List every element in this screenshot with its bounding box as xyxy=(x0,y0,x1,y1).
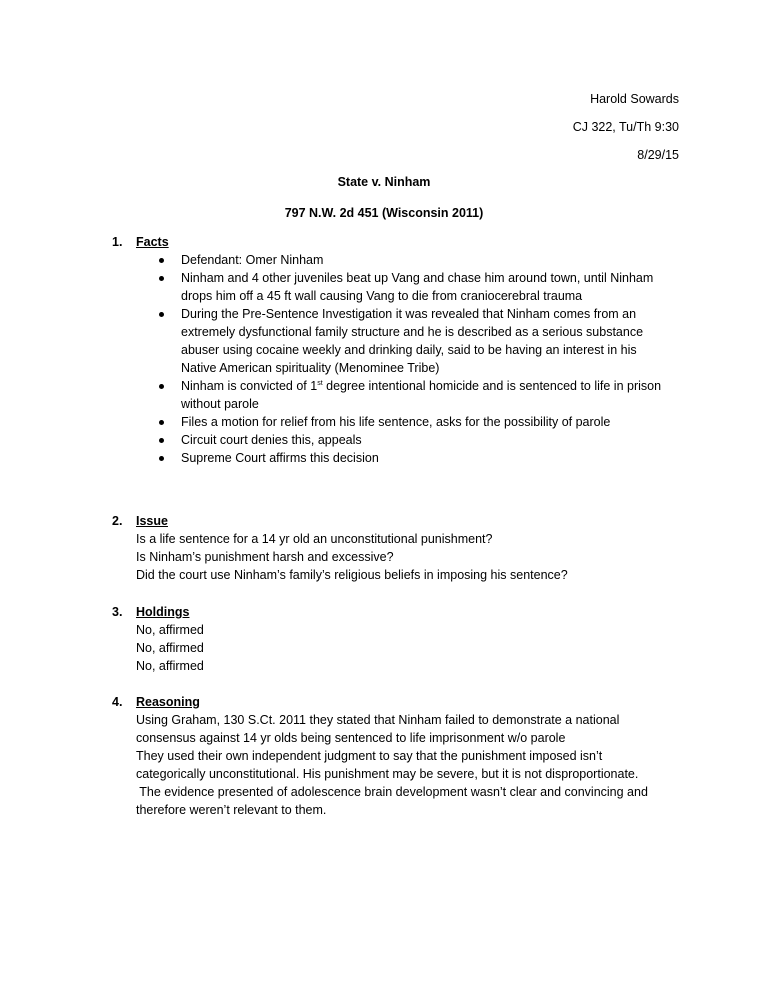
bullet-icon xyxy=(159,384,164,389)
section-title-reasoning: Reasoning xyxy=(136,695,200,709)
facts-bullet-list xyxy=(156,251,684,467)
reasoning-line: categorically unconstitutional. His punishment may be severe, but it is not disproportionate. xyxy=(136,767,639,781)
fact-line xyxy=(181,377,684,395)
fact-text: Ninham is convicted of 1 xyxy=(181,379,318,393)
section-number: 2. xyxy=(112,514,123,528)
fact-line: without parole xyxy=(181,397,259,411)
issue-line: Is Ninham’s punishment harsh and excessive? xyxy=(136,550,394,564)
fact-item xyxy=(156,413,684,431)
fact-line: Files a motion for relief from his life sentence, asks for the possibility of parole xyxy=(181,415,611,429)
case-title: State v. Ninham xyxy=(337,175,431,189)
ordinal-superscript: st xyxy=(317,379,323,387)
holding-line: No, affirmed xyxy=(136,623,204,637)
bullet-icon xyxy=(159,312,164,317)
fact-line: Supreme Court affirms this decision xyxy=(181,451,379,465)
holding-line: No, affirmed xyxy=(136,641,204,655)
fact-item xyxy=(156,251,684,269)
fact-line: Circuit court denies this, appeals xyxy=(181,433,362,447)
fact-item xyxy=(156,449,684,467)
reasoning-line: consensus against 14 yr olds being sentenced to life imprisonment w/o parole xyxy=(136,731,566,745)
holdings-body xyxy=(136,621,682,675)
fact-text: degree intentional homicide and is sentenced to life in prison xyxy=(322,379,662,393)
section-number: 1. xyxy=(112,235,123,249)
fact-line: Ninham and 4 other juveniles beat up Vang and chase him around town, until Ninham xyxy=(181,271,654,285)
holding-line: No, affirmed xyxy=(136,659,204,673)
document-date: 8/29/15 xyxy=(637,148,679,162)
case-citation: 797 N.W. 2d 451 (Wisconsin 2011) xyxy=(284,206,484,220)
section-number: 4. xyxy=(112,695,123,709)
reasoning-line: Using Graham, 130 S.Ct. 2011 they stated that Ninham failed to demonstrate a national xyxy=(136,713,620,727)
fact-line: During the Pre-Sentence Investigation it was revealed that Ninham comes from an xyxy=(181,307,637,321)
reasoning-line: therefore weren’t relevant to them. xyxy=(136,803,327,817)
bullet-icon xyxy=(159,276,164,281)
fact-line: abuser using cocaine weekly and drinking daily, said to be having an interest in his xyxy=(181,343,637,357)
reasoning-line: The evidence presented of adolescence brain development wasn’t clear and convincing and xyxy=(136,785,648,799)
issue-line: Did the court use Ninham’s family’s religious beliefs in imposing his sentence? xyxy=(136,568,568,582)
author-name: Harold Sowards xyxy=(590,92,679,106)
fact-line: Native American spirituality (Menominee Tribe) xyxy=(181,361,440,375)
course-info: CJ 322, Tu/Th 9:30 xyxy=(572,120,679,134)
fact-item xyxy=(156,431,684,449)
bullet-icon xyxy=(159,420,164,425)
reasoning-line: They used their own independent judgment to say that the punishment imposed isn’t xyxy=(136,749,603,763)
bullet-icon xyxy=(159,456,164,461)
bullet-icon xyxy=(159,438,164,443)
issue-line: Is a life sentence for a 14 yr old an unconstitutional punishment? xyxy=(136,532,493,546)
fact-item xyxy=(156,377,684,413)
fact-item xyxy=(156,305,684,377)
reasoning-body xyxy=(136,711,682,819)
fact-line: Defendant: Omer Ninham xyxy=(181,253,324,267)
section-number: 3. xyxy=(112,605,123,619)
section-title-facts: Facts xyxy=(136,235,169,249)
fact-line: extremely dysfunctional family structure and he is described as a serious substance xyxy=(181,325,644,339)
section-title-holdings: Holdings xyxy=(136,605,190,619)
fact-line: drops him off a 45 ft wall causing Vang to die from craniocerebral trauma xyxy=(181,289,583,303)
fact-item xyxy=(156,269,684,305)
section-title-issue: Issue xyxy=(136,514,168,528)
bullet-icon xyxy=(159,258,164,263)
issue-body xyxy=(136,530,682,584)
